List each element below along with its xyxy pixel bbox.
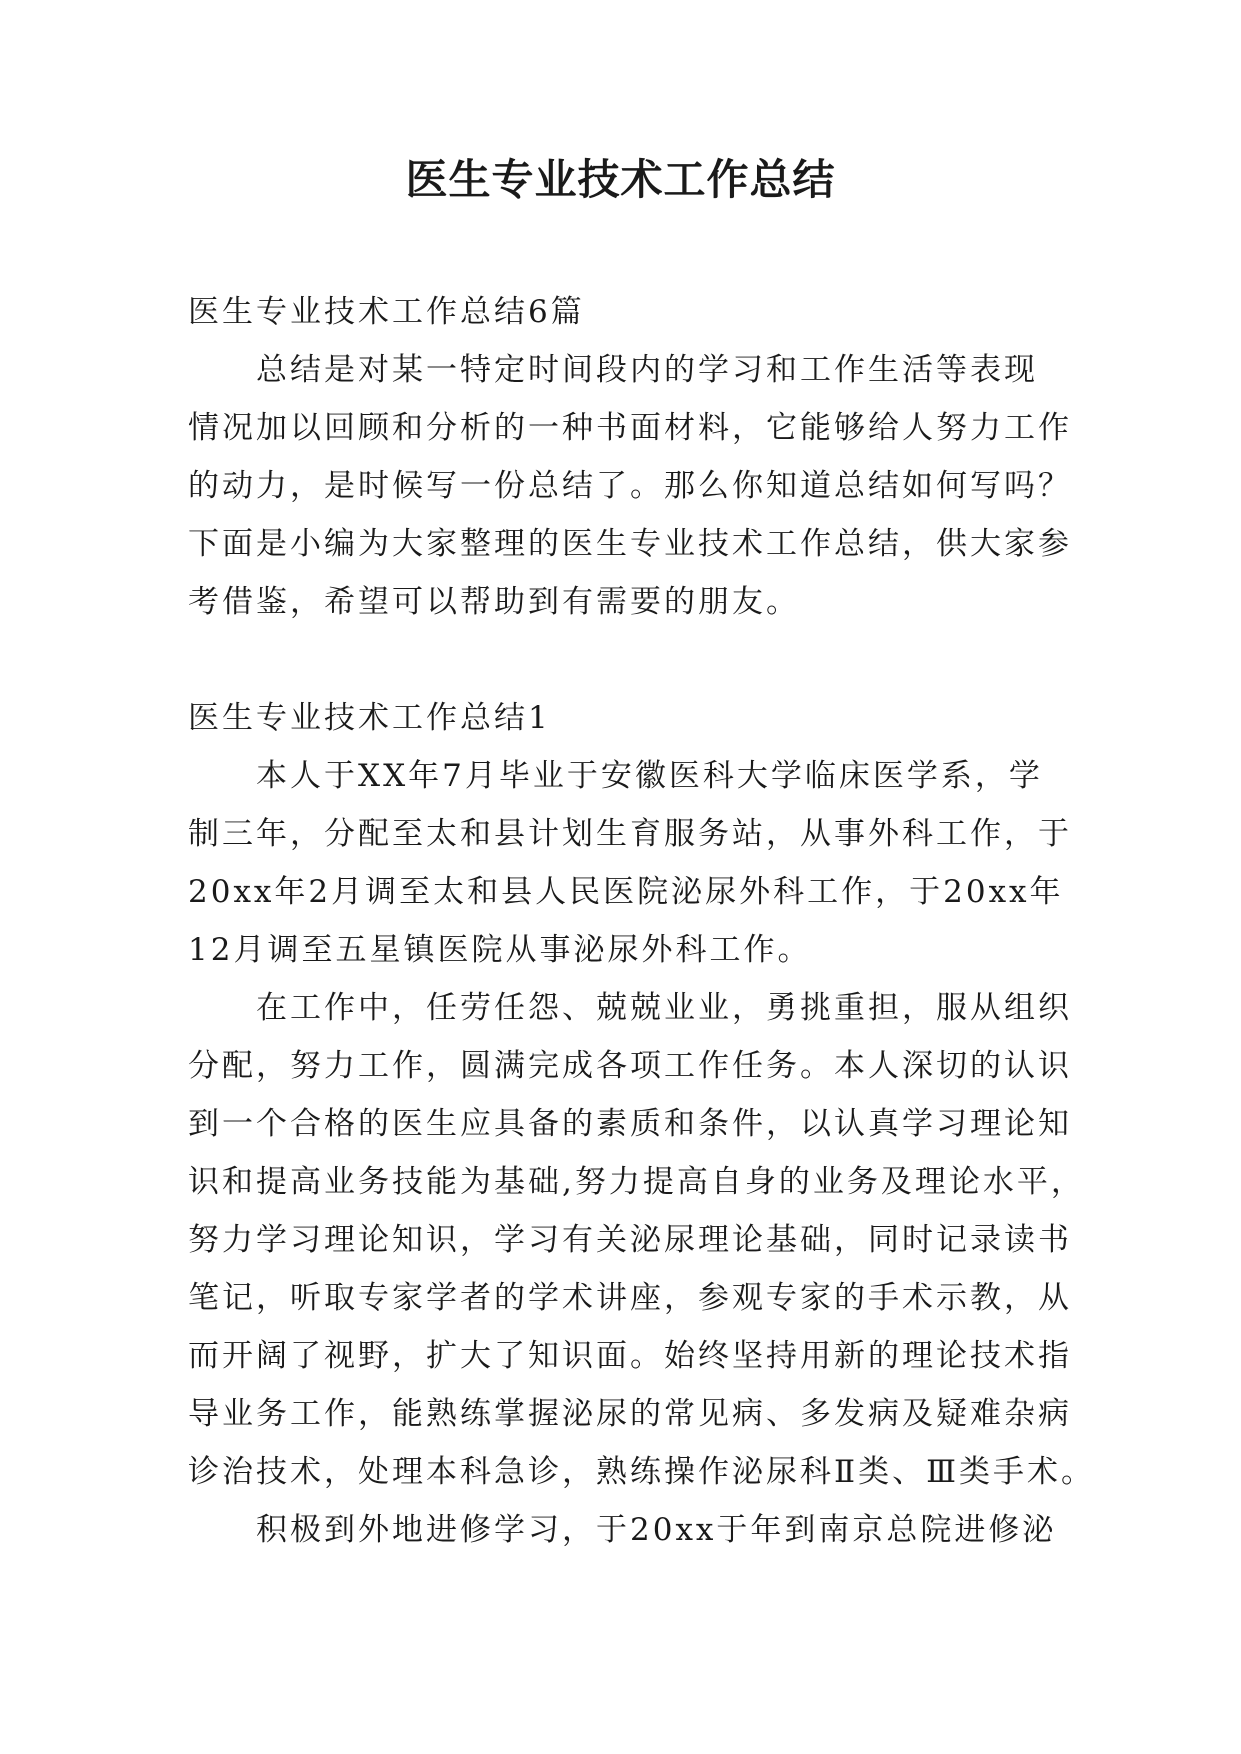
paragraph-line: 诊治技术，处理本科急诊，熟练操作泌尿科Ⅱ类、Ⅲ类手术。 bbox=[188, 1454, 1095, 1490]
paragraph-1 bbox=[188, 747, 1072, 979]
paragraph-line: 努力学习理论知识，学习有关泌尿理论基础，同时记录读书 bbox=[188, 1222, 1072, 1258]
paragraph-line: 识和提高业务技能为基础,努力提高自身的业务及理论水平， bbox=[188, 1164, 1085, 1200]
paragraph-line: 而开阔了视野，扩大了知识面。始终坚持用新的理论技术指 bbox=[188, 1338, 1072, 1374]
paragraph-line: 12月调至五星镇医院从事泌尿外科工作。 bbox=[188, 932, 812, 968]
paragraph-gap bbox=[188, 631, 1054, 689]
paragraph-line: 笔记，听取专家学者的学术讲座，参观专家的手术示教，从 bbox=[188, 1280, 1072, 1316]
paragraph-3 bbox=[188, 1501, 1057, 1559]
intro-line: 的动力，是时候写一份总结了。那么你知道总结如何写吗？ bbox=[188, 468, 1072, 504]
paragraph-line: 制三年，分配至太和县计划生育服务站，从事外科工作，于 bbox=[188, 816, 1072, 852]
section-heading: 医生专业技术工作总结1 bbox=[188, 700, 551, 736]
intro-line: 考借鉴，希望可以帮助到有需要的朋友。 bbox=[188, 584, 800, 620]
intro-line: 情况加以回顾和分析的一种书面材料，它能够给人努力工作 bbox=[188, 410, 1072, 446]
intro-line: 下面是小编为大家整理的医生专业技术工作总结，供大家参 bbox=[188, 526, 1072, 562]
paragraph-line: 在工作中，任劳任怨、兢兢业业，勇挑重担，服从组织 bbox=[256, 990, 1072, 1026]
document-body bbox=[188, 283, 1095, 1559]
paragraph-line: 20xx年2月调至太和县人民医院泌尿外科工作，于20xx年 bbox=[188, 874, 1064, 910]
intro-paragraph bbox=[188, 341, 1072, 631]
paragraph-line: 积极到外地进修学习，于20xx于年到南京总院进修泌 bbox=[256, 1512, 1057, 1548]
paragraph-line: 分配，努力工作，圆满完成各项工作任务。本人深切的认识 bbox=[188, 1048, 1072, 1084]
intro-line: 总结是对某一特定时间段内的学习和工作生活等表现 bbox=[256, 352, 1038, 388]
paragraph-line: 本人于XX年7月毕业于安徽医科大学临床医学系，学 bbox=[256, 758, 1043, 794]
paragraph-2 bbox=[188, 979, 1095, 1501]
document-title: 医生专业技术工作总结 bbox=[405, 155, 836, 204]
paragraph-line: 导业务工作，能熟练掌握泌尿的常见病、多发病及疑难杂病 bbox=[188, 1396, 1072, 1432]
document-subtitle: 医生专业技术工作总结6篇 bbox=[188, 294, 585, 330]
paragraph-line: 到一个合格的医生应具备的素质和条件，以认真学习理论知 bbox=[188, 1106, 1072, 1142]
